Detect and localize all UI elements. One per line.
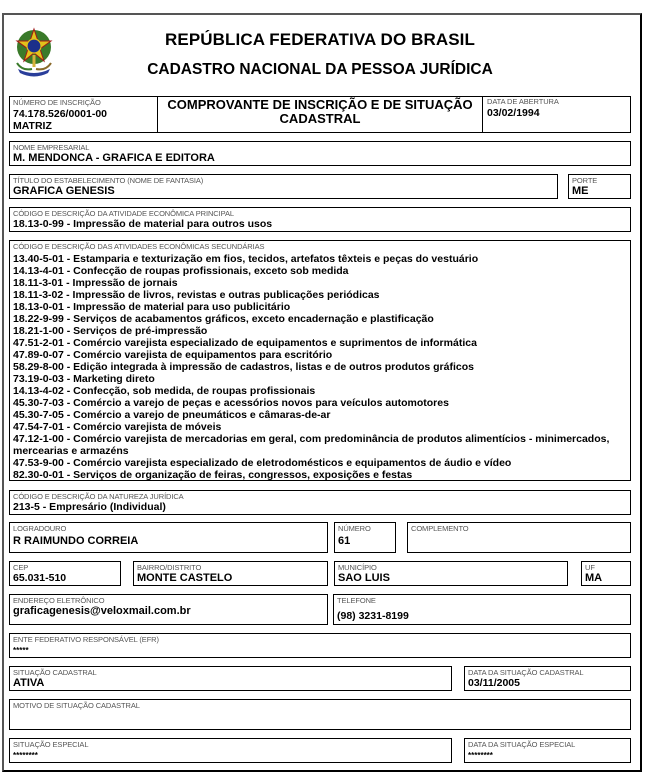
list-item: 47.53-9-00 - Comércio varejista especializado de eletrodomésticos e equipamentos de áudio e vídeo xyxy=(13,457,512,469)
list-item: 47.12-1-00 - Comércio varejista de mercadorias em geral, com predominância de produtos alimentícios - minimercados, mercearias e armazéns xyxy=(13,433,610,457)
inscricao-numero: 74.178.526/0001-00 xyxy=(13,108,108,120)
list-item: 13.40-5-01 - Estamparia e texturização em fios, tecidos, artefatos têxteis e peças do vestuário xyxy=(13,253,479,265)
situacao-especial-label: SITUAÇÃO ESPECIAL xyxy=(13,740,89,749)
logradouro-label: LOGRADOURO xyxy=(13,524,67,533)
list-item: 45.30-7-03 - Comércio a varejo de peças e acessórios novos para veículos automotores xyxy=(13,397,449,409)
efr-label: ENTE FEDERATIVO RESPONSÁVEL (EFR) xyxy=(13,635,159,644)
uf-value: MA xyxy=(585,572,603,584)
atividades-secundarias-list xyxy=(13,253,631,481)
porte-label: PORTE xyxy=(572,176,598,185)
inscricao-label: NÚMERO DE INSCRIÇÃO xyxy=(13,98,101,107)
nome-empresarial-field xyxy=(9,141,631,166)
municipio-value: SAO LUIS xyxy=(338,572,390,584)
cep-label: CEP xyxy=(13,563,29,572)
document-title-line2: CADASTRAL xyxy=(279,111,361,126)
porte-value: ME xyxy=(572,185,589,197)
situacao-especial-value: ******** xyxy=(13,751,38,760)
uf-label: UF xyxy=(585,563,595,572)
atividade-principal-label: CÓDIGO E DESCRIÇÃO DA ATIVIDADE ECONÔMICA PRINCIPAL xyxy=(13,209,234,218)
email-field xyxy=(9,594,328,625)
list-item: 73.19-0-03 - Marketing direto xyxy=(13,373,155,385)
uf-field xyxy=(581,561,631,586)
inscricao-tipo: MATRIZ xyxy=(13,120,52,132)
document-title-line1: COMPROVANTE DE INSCRIÇÃO E DE SITUAÇÃO xyxy=(167,97,473,112)
bairro-value: MONTE CASTELO xyxy=(137,572,233,584)
data-situacao-especial-field xyxy=(464,738,631,763)
telefone-label: TELEFONE xyxy=(337,596,376,605)
nome-empresarial-value: M. MENDONCA - GRAFICA E EDITORA xyxy=(13,152,215,164)
municipio-label: MUNICÍPIO xyxy=(338,563,377,572)
bairro-field xyxy=(133,561,328,586)
nome-fantasia-value: GRAFICA GENESIS xyxy=(13,185,115,197)
list-item: 47.54-7-01 - Comércio varejista de móveis xyxy=(13,421,222,433)
atividades-secundarias-label: CÓDIGO E DESCRIÇÃO DAS ATIVIDADES ECONÔMICAS SECUNDÁRIAS xyxy=(13,242,265,251)
email-value: graficagenesis@veloxmail.com.br xyxy=(13,605,191,617)
porte-field xyxy=(568,174,631,199)
data-abertura-cell xyxy=(484,96,630,133)
natureza-juridica-field xyxy=(9,490,631,515)
cep-value: 65.031-510 xyxy=(13,572,67,584)
list-item: 18.22-9-99 - Serviços de acabamentos gráficos, exceto encadernação e plastificação xyxy=(13,313,434,325)
natureza-juridica-value: 213-5 - Empresário (Individual) xyxy=(13,501,166,513)
nome-empresarial-label: NOME EMPRESARIAL xyxy=(13,143,90,152)
list-item: 47.51-2-01 - Comércio varejista especializado de equipamentos e suprimentos de informática xyxy=(13,337,477,349)
header-subtitle: CADASTRO NACIONAL DA PESSOA JURÍDICA xyxy=(147,61,493,78)
situacao-especial-field xyxy=(9,738,452,763)
situacao-cadastral-label: SITUAÇÃO CADASTRAL xyxy=(13,668,97,677)
list-item: 82.30-0-01 - Serviços de organização de feiras, congressos, exposições e festas xyxy=(13,469,413,481)
list-item: 58.29-8-00 - Edição integrada à impressão de cadastros, listas e de outros produtos gráficos xyxy=(13,361,474,373)
numero-value: 61 xyxy=(338,535,351,547)
telefone-value: (98) 3231-8199 xyxy=(337,610,409,622)
atividade-principal-value: 18.13-0-99 - Impressão de material para outros usos xyxy=(13,218,273,230)
motivo-situacao-label: MOTIVO DE SITUAÇÃO CADASTRAL xyxy=(13,701,140,710)
complemento-label: COMPLEMENTO xyxy=(411,524,469,533)
efr-field xyxy=(9,633,631,658)
logradouro-field xyxy=(9,522,328,553)
data-situacao-cadastral-value: 03/11/2005 xyxy=(468,677,520,689)
motivo-situacao-field xyxy=(9,699,631,730)
numero-label: NÚMERO xyxy=(338,524,371,533)
nome-fantasia-label: TÍTULO DO ESTABELECIMENTO (NOME DE FANTASIA) xyxy=(13,176,204,185)
telefone-field xyxy=(333,594,631,625)
data-abertura-label: DATA DE ABERTURA xyxy=(487,97,559,106)
nome-fantasia-field xyxy=(9,174,558,199)
list-item: 18.11-3-02 - Impressão de livros, revistas e outras publicações periódicas xyxy=(13,289,380,301)
document-title xyxy=(157,96,483,133)
header-title: REPÚBLICA FEDERATIVA DO BRASIL xyxy=(165,30,475,49)
situacao-cadastral-value: ATIVA xyxy=(13,677,45,689)
data-situacao-cadastral-label: DATA DA SITUAÇÃO CADASTRAL xyxy=(468,668,584,677)
atividade-principal-field xyxy=(9,207,631,232)
atividades-secundarias-field xyxy=(9,240,631,481)
cep-field xyxy=(9,561,121,586)
list-item: 14.13-4-01 - Confecção de roupas profissionais, exceto sob medida xyxy=(13,265,349,277)
complemento-field xyxy=(407,522,631,553)
data-situacao-especial-value: ******** xyxy=(468,751,493,760)
bairro-label: BAIRRO/DISTRITO xyxy=(137,563,202,572)
list-item: 45.30-7-05 - Comércio a varejo de pneumáticos e câmaras-de-ar xyxy=(13,409,331,421)
list-item: 18.13-0-01 - Impressão de material para uso publicitário xyxy=(13,301,291,313)
natureza-juridica-label: CÓDIGO E DESCRIÇÃO DA NATUREZA JURÍDICA xyxy=(13,492,184,501)
data-situacao-cadastral-field xyxy=(464,666,631,691)
list-item: 47.89-0-07 - Comércio varejista de equipamentos para escritório xyxy=(13,349,333,361)
list-item: 14.13-4-02 - Confecção, sob medida, de roupas profissionais xyxy=(13,385,316,397)
numero-field xyxy=(334,522,396,553)
list-item: 18.21-1-00 - Serviços de pré-impressão xyxy=(13,325,208,337)
municipio-field xyxy=(334,561,568,586)
data-abertura-value: 03/02/1994 xyxy=(487,107,540,119)
situacao-cadastral-field xyxy=(9,666,452,691)
data-situacao-especial-label: DATA DA SITUAÇÃO ESPECIAL xyxy=(468,740,576,749)
email-label: ENDEREÇO ELETRÔNICO xyxy=(13,596,105,605)
list-item: 18.11-3-01 - Impressão de jornais xyxy=(13,277,178,289)
efr-value: ***** xyxy=(13,646,29,655)
logradouro-value: R RAIMUNDO CORREIA xyxy=(13,535,139,547)
